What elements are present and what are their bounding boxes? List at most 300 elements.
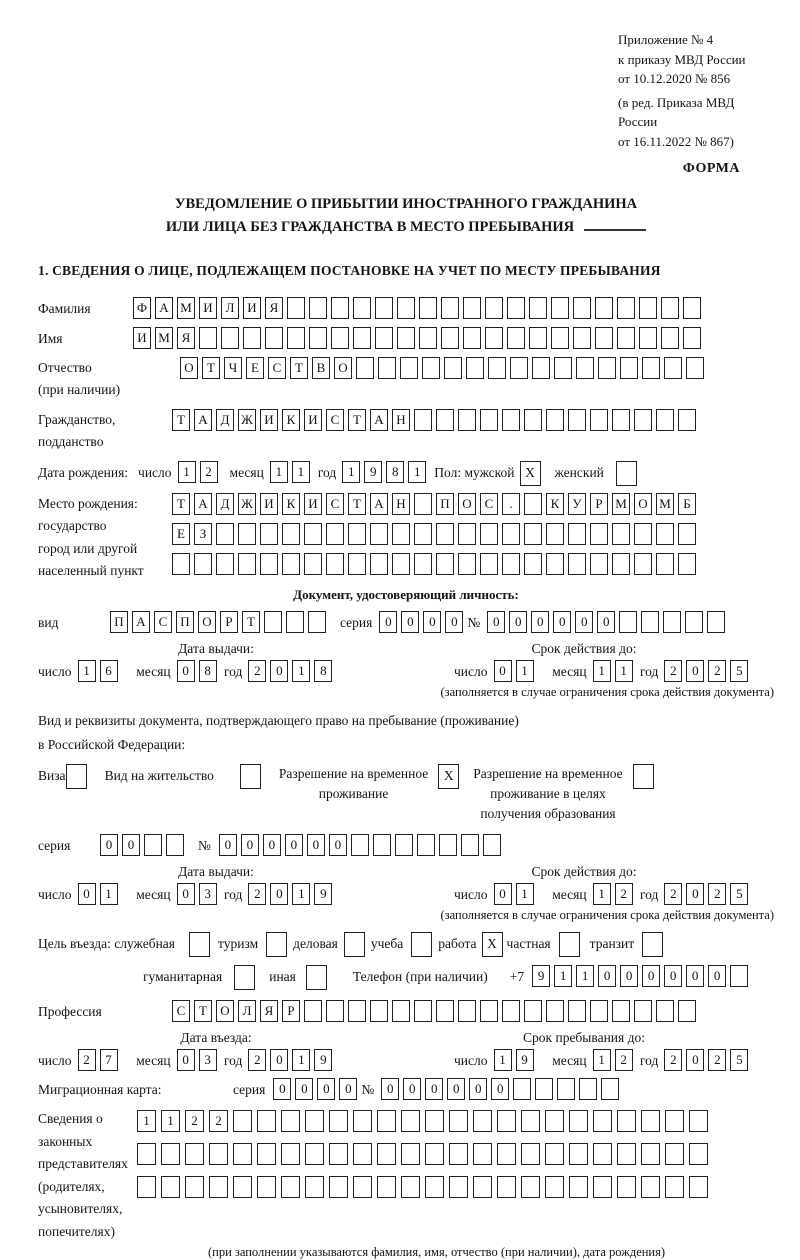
char-cell[interactable] (502, 523, 520, 545)
char-cell[interactable] (683, 327, 701, 349)
char-cell[interactable]: К (282, 493, 300, 515)
char-cell[interactable]: И (199, 297, 217, 319)
char-cell[interactable] (304, 1000, 322, 1022)
char-cell[interactable]: 2 (615, 1049, 633, 1071)
char-cell[interactable]: Ж (238, 493, 256, 515)
char-cell[interactable] (551, 327, 569, 349)
char-cell[interactable] (326, 1000, 344, 1022)
char-cell[interactable] (620, 357, 638, 379)
char-cell[interactable] (569, 1143, 588, 1165)
char-cell[interactable] (551, 297, 569, 319)
char-cell[interactable]: В (312, 357, 330, 379)
char-cell[interactable]: 0 (620, 965, 638, 987)
char-cell[interactable]: 5 (730, 660, 748, 682)
char-cell[interactable] (377, 1143, 396, 1165)
char-cell[interactable] (507, 297, 525, 319)
birthplace-row2-cells[interactable] (172, 523, 700, 545)
char-cell[interactable] (309, 327, 327, 349)
char-cell[interactable] (473, 1143, 492, 1165)
char-cell[interactable]: 0 (307, 834, 325, 856)
char-cell[interactable] (521, 1176, 540, 1198)
char-cell[interactable]: К (282, 409, 300, 431)
char-cell[interactable] (593, 1143, 612, 1165)
char-cell[interactable] (529, 297, 547, 319)
char-cell[interactable] (568, 1000, 586, 1022)
char-cell[interactable] (260, 523, 278, 545)
char-cell[interactable] (233, 1143, 252, 1165)
char-cell[interactable] (348, 523, 366, 545)
char-cell[interactable] (685, 611, 703, 633)
char-cell[interactable]: 0 (509, 611, 527, 633)
purpose-tourism-checkbox[interactable] (266, 932, 287, 957)
citizenship-cells[interactable] (172, 409, 700, 431)
char-cell[interactable]: 1 (576, 965, 594, 987)
char-cell[interactable]: С (268, 357, 286, 379)
char-cell[interactable]: 2 (248, 660, 266, 682)
char-cell[interactable] (529, 327, 547, 349)
char-cell[interactable]: 0 (177, 660, 195, 682)
char-cell[interactable] (353, 1110, 372, 1132)
char-cell[interactable]: Л (221, 297, 239, 319)
entry-year[interactable] (248, 1049, 336, 1071)
char-cell[interactable] (353, 327, 371, 349)
char-cell[interactable]: Н (392, 493, 410, 515)
char-cell[interactable]: 9 (314, 1049, 332, 1071)
char-cell[interactable]: И (260, 493, 278, 515)
char-cell[interactable] (595, 327, 613, 349)
birth-month-cells[interactable] (270, 461, 314, 483)
char-cell[interactable]: Б (678, 493, 696, 515)
char-cell[interactable]: Т (172, 493, 190, 515)
char-cell[interactable] (665, 1143, 684, 1165)
char-cell[interactable] (348, 553, 366, 575)
char-cell[interactable]: П (436, 493, 454, 515)
char-cell[interactable] (309, 297, 327, 319)
char-cell[interactable] (612, 1000, 630, 1022)
char-cell[interactable] (598, 357, 616, 379)
char-cell[interactable] (401, 1110, 420, 1132)
char-cell[interactable]: 7 (100, 1049, 118, 1071)
char-cell[interactable] (397, 297, 415, 319)
char-cell[interactable] (233, 1176, 252, 1198)
char-cell[interactable]: А (370, 493, 388, 515)
char-cell[interactable]: 0 (379, 611, 397, 633)
char-cell[interactable] (373, 834, 391, 856)
migration-number-cells[interactable] (381, 1078, 623, 1100)
char-cell[interactable] (576, 357, 594, 379)
char-cell[interactable] (678, 523, 696, 545)
char-cell[interactable] (449, 1110, 468, 1132)
char-cell[interactable] (392, 523, 410, 545)
char-cell[interactable] (436, 523, 454, 545)
char-cell[interactable] (641, 611, 659, 633)
purpose-study-checkbox[interactable] (411, 932, 432, 957)
char-cell[interactable] (304, 553, 322, 575)
char-cell[interactable]: 1 (292, 883, 310, 905)
char-cell[interactable]: И (133, 327, 151, 349)
sex-female-checkbox[interactable] (616, 461, 637, 486)
char-cell[interactable]: 3 (199, 883, 217, 905)
char-cell[interactable] (689, 1143, 708, 1165)
char-cell[interactable] (502, 409, 520, 431)
char-cell[interactable]: 1 (100, 883, 118, 905)
char-cell[interactable] (377, 1110, 396, 1132)
char-cell[interactable] (641, 1110, 660, 1132)
char-cell[interactable] (353, 1143, 372, 1165)
char-cell[interactable] (375, 327, 393, 349)
char-cell[interactable] (545, 1176, 564, 1198)
char-cell[interactable]: 1 (178, 461, 196, 483)
char-cell[interactable]: 1 (593, 883, 611, 905)
char-cell[interactable]: 2 (248, 883, 266, 905)
char-cell[interactable]: А (155, 297, 173, 319)
char-cell[interactable] (617, 297, 635, 319)
char-cell[interactable] (656, 553, 674, 575)
char-cell[interactable]: 1 (593, 1049, 611, 1071)
char-cell[interactable] (641, 1143, 660, 1165)
doc-issue-year[interactable] (248, 660, 336, 682)
char-cell[interactable] (185, 1143, 204, 1165)
char-cell[interactable]: 0 (686, 965, 704, 987)
char-cell[interactable]: 0 (686, 883, 704, 905)
char-cell[interactable] (238, 553, 256, 575)
char-cell[interactable] (634, 523, 652, 545)
char-cell[interactable]: 0 (270, 1049, 288, 1071)
char-cell[interactable]: О (216, 1000, 234, 1022)
char-cell[interactable]: 2 (664, 883, 682, 905)
char-cell[interactable] (281, 1110, 300, 1132)
char-cell[interactable] (209, 1176, 228, 1198)
char-cell[interactable]: 8 (199, 660, 217, 682)
char-cell[interactable] (419, 327, 437, 349)
char-cell[interactable] (264, 611, 282, 633)
char-cell[interactable] (370, 523, 388, 545)
char-cell[interactable] (569, 1176, 588, 1198)
char-cell[interactable] (707, 611, 725, 633)
char-cell[interactable]: 0 (494, 883, 512, 905)
char-cell[interactable]: У (568, 493, 586, 515)
char-cell[interactable]: 0 (339, 1078, 357, 1100)
char-cell[interactable] (524, 523, 542, 545)
char-cell[interactable]: 2 (209, 1110, 228, 1132)
char-cell[interactable]: 1 (292, 1049, 310, 1071)
char-cell[interactable]: Д (216, 409, 234, 431)
char-cell[interactable]: И (304, 409, 322, 431)
char-cell[interactable]: 0 (285, 834, 303, 856)
char-cell[interactable]: П (110, 611, 128, 633)
char-cell[interactable] (480, 1000, 498, 1022)
char-cell[interactable] (593, 1176, 612, 1198)
purpose-work-checkbox[interactable]: X (482, 932, 503, 957)
char-cell[interactable] (656, 409, 674, 431)
char-cell[interactable] (521, 1143, 540, 1165)
char-cell[interactable]: Т (242, 611, 260, 633)
purpose-transit-checkbox[interactable] (642, 932, 663, 957)
char-cell[interactable] (161, 1143, 180, 1165)
char-cell[interactable]: Я (265, 297, 283, 319)
char-cell[interactable] (678, 553, 696, 575)
char-cell[interactable] (436, 409, 454, 431)
char-cell[interactable] (656, 523, 674, 545)
char-cell[interactable] (546, 523, 564, 545)
doc-series-cells[interactable] (379, 611, 467, 633)
char-cell[interactable] (257, 1143, 276, 1165)
char-cell[interactable]: 0 (491, 1078, 509, 1100)
doc-valid-month[interactable] (593, 660, 637, 682)
char-cell[interactable]: А (194, 493, 212, 515)
doc-issue-month[interactable] (177, 660, 221, 682)
char-cell[interactable] (419, 297, 437, 319)
char-cell[interactable]: 5 (730, 1049, 748, 1071)
char-cell[interactable]: 9 (516, 1049, 534, 1071)
char-cell[interactable] (480, 553, 498, 575)
char-cell[interactable] (305, 1176, 324, 1198)
char-cell[interactable] (619, 611, 637, 633)
char-cell[interactable] (243, 327, 261, 349)
char-cell[interactable] (545, 1143, 564, 1165)
char-cell[interactable] (612, 409, 630, 431)
char-cell[interactable] (532, 357, 550, 379)
char-cell[interactable] (326, 523, 344, 545)
char-cell[interactable]: 0 (273, 1078, 291, 1100)
char-cell[interactable] (642, 357, 660, 379)
char-cell[interactable] (395, 834, 413, 856)
char-cell[interactable]: Н (392, 409, 410, 431)
char-cell[interactable] (439, 834, 457, 856)
stay-day[interactable] (494, 1049, 538, 1071)
char-cell[interactable] (513, 1078, 531, 1100)
char-cell[interactable] (463, 297, 481, 319)
char-cell[interactable] (257, 1176, 276, 1198)
char-cell[interactable]: Л (238, 1000, 256, 1022)
char-cell[interactable]: 0 (445, 611, 463, 633)
char-cell[interactable] (441, 327, 459, 349)
char-cell[interactable]: 2 (200, 461, 218, 483)
char-cell[interactable]: 1 (292, 660, 310, 682)
char-cell[interactable]: 1 (554, 965, 572, 987)
stay-month[interactable] (593, 1049, 637, 1071)
char-cell[interactable]: 0 (708, 965, 726, 987)
char-cell[interactable]: 0 (469, 1078, 487, 1100)
char-cell[interactable]: 9 (532, 965, 550, 987)
char-cell[interactable] (144, 834, 162, 856)
char-cell[interactable]: Т (202, 357, 220, 379)
char-cell[interactable] (329, 1176, 348, 1198)
char-cell[interactable] (449, 1143, 468, 1165)
char-cell[interactable]: 0 (686, 660, 704, 682)
char-cell[interactable] (473, 1110, 492, 1132)
char-cell[interactable] (483, 834, 501, 856)
representatives-row1-cells[interactable] (137, 1110, 713, 1132)
char-cell[interactable] (353, 1176, 372, 1198)
char-cell[interactable] (546, 1000, 564, 1022)
char-cell[interactable] (634, 1000, 652, 1022)
char-cell[interactable]: 1 (342, 461, 360, 483)
char-cell[interactable] (444, 357, 462, 379)
doc-issue-day[interactable] (78, 660, 122, 682)
char-cell[interactable] (282, 523, 300, 545)
char-cell[interactable] (656, 1000, 674, 1022)
birthplace-row1-cells[interactable] (172, 493, 700, 515)
residence-number-cells[interactable] (219, 834, 505, 856)
stay-year[interactable] (664, 1049, 752, 1071)
char-cell[interactable] (458, 523, 476, 545)
char-cell[interactable]: И (260, 409, 278, 431)
char-cell[interactable] (524, 409, 542, 431)
char-cell[interactable]: С (154, 611, 172, 633)
char-cell[interactable]: Е (172, 523, 190, 545)
char-cell[interactable] (458, 553, 476, 575)
char-cell[interactable]: 2 (708, 660, 726, 682)
char-cell[interactable] (689, 1176, 708, 1198)
char-cell[interactable]: Т (348, 493, 366, 515)
char-cell[interactable]: 2 (708, 883, 726, 905)
char-cell[interactable] (664, 357, 682, 379)
char-cell[interactable]: Р (282, 1000, 300, 1022)
char-cell[interactable] (265, 327, 283, 349)
char-cell[interactable] (166, 834, 184, 856)
char-cell[interactable]: 0 (177, 883, 195, 905)
char-cell[interactable] (678, 409, 696, 431)
char-cell[interactable] (730, 965, 748, 987)
char-cell[interactable] (397, 327, 415, 349)
char-cell[interactable]: 2 (664, 660, 682, 682)
phone-cells[interactable] (532, 965, 752, 987)
char-cell[interactable] (375, 297, 393, 319)
char-cell[interactable]: 2 (78, 1049, 96, 1071)
char-cell[interactable] (617, 1110, 636, 1132)
char-cell[interactable]: М (656, 493, 674, 515)
char-cell[interactable]: О (180, 357, 198, 379)
char-cell[interactable]: 0 (329, 834, 347, 856)
purpose-humanitarian-checkbox[interactable] (234, 965, 255, 990)
char-cell[interactable]: Р (220, 611, 238, 633)
char-cell[interactable] (281, 1143, 300, 1165)
char-cell[interactable] (392, 1000, 410, 1022)
char-cell[interactable] (401, 1176, 420, 1198)
char-cell[interactable] (414, 1000, 432, 1022)
residence-series-cells[interactable] (100, 834, 188, 856)
residence-valid-year[interactable] (664, 883, 752, 905)
char-cell[interactable] (331, 297, 349, 319)
visa-checkbox[interactable] (66, 764, 87, 789)
doc-valid-year[interactable] (664, 660, 752, 682)
char-cell[interactable] (612, 553, 630, 575)
char-cell[interactable] (485, 327, 503, 349)
char-cell[interactable]: С (326, 409, 344, 431)
char-cell[interactable] (282, 553, 300, 575)
char-cell[interactable]: 0 (664, 965, 682, 987)
char-cell[interactable] (473, 1176, 492, 1198)
char-cell[interactable] (568, 409, 586, 431)
char-cell[interactable]: 1 (516, 883, 534, 905)
char-cell[interactable] (510, 357, 528, 379)
char-cell[interactable] (458, 1000, 476, 1022)
char-cell[interactable]: 1 (615, 660, 633, 682)
doc-number-cells[interactable] (487, 611, 729, 633)
char-cell[interactable]: К (546, 493, 564, 515)
char-cell[interactable] (524, 493, 542, 515)
char-cell[interactable] (568, 553, 586, 575)
char-cell[interactable]: Ф (133, 297, 151, 319)
char-cell[interactable]: 2 (664, 1049, 682, 1071)
char-cell[interactable]: 0 (531, 611, 549, 633)
profession-cells[interactable] (172, 1000, 700, 1022)
char-cell[interactable] (260, 553, 278, 575)
char-cell[interactable] (502, 553, 520, 575)
char-cell[interactable]: М (177, 297, 195, 319)
char-cell[interactable]: 1 (593, 660, 611, 682)
char-cell[interactable]: 2 (185, 1110, 204, 1132)
char-cell[interactable]: 1 (161, 1110, 180, 1132)
char-cell[interactable] (521, 1110, 540, 1132)
char-cell[interactable] (617, 1143, 636, 1165)
char-cell[interactable]: Т (194, 1000, 212, 1022)
char-cell[interactable] (524, 1000, 542, 1022)
char-cell[interactable] (461, 834, 479, 856)
char-cell[interactable] (137, 1176, 156, 1198)
char-cell[interactable] (590, 523, 608, 545)
residence-issue-year[interactable] (248, 883, 336, 905)
char-cell[interactable] (238, 523, 256, 545)
char-cell[interactable]: П (176, 611, 194, 633)
purpose-private-checkbox[interactable] (559, 932, 580, 957)
char-cell[interactable] (351, 834, 369, 856)
char-cell[interactable]: Т (172, 409, 190, 431)
char-cell[interactable]: А (370, 409, 388, 431)
migration-series-cells[interactable] (273, 1078, 361, 1100)
char-cell[interactable] (458, 409, 476, 431)
char-cell[interactable]: Т (290, 357, 308, 379)
char-cell[interactable] (661, 327, 679, 349)
char-cell[interactable]: Е (246, 357, 264, 379)
char-cell[interactable]: 0 (381, 1078, 399, 1100)
char-cell[interactable]: О (334, 357, 352, 379)
char-cell[interactable] (617, 1176, 636, 1198)
char-cell[interactable]: 8 (386, 461, 404, 483)
char-cell[interactable] (665, 1176, 684, 1198)
char-cell[interactable] (216, 553, 234, 575)
doc-type-cells[interactable] (110, 611, 330, 633)
char-cell[interactable] (356, 357, 374, 379)
char-cell[interactable] (480, 523, 498, 545)
char-cell[interactable]: 0 (177, 1049, 195, 1071)
char-cell[interactable] (678, 1000, 696, 1022)
char-cell[interactable] (425, 1110, 444, 1132)
char-cell[interactable] (639, 327, 657, 349)
birth-day-cells[interactable] (178, 461, 222, 483)
char-cell[interactable] (441, 297, 459, 319)
char-cell[interactable]: Я (260, 1000, 278, 1022)
char-cell[interactable] (401, 1143, 420, 1165)
char-cell[interactable]: 5 (730, 883, 748, 905)
char-cell[interactable]: О (198, 611, 216, 633)
patronymic-cells[interactable] (180, 357, 708, 379)
char-cell[interactable] (497, 1176, 516, 1198)
char-cell[interactable] (546, 409, 564, 431)
char-cell[interactable]: 0 (401, 611, 419, 633)
char-cell[interactable] (194, 553, 212, 575)
sex-male-checkbox[interactable]: X (520, 461, 541, 486)
char-cell[interactable] (172, 553, 190, 575)
char-cell[interactable] (488, 357, 506, 379)
char-cell[interactable] (497, 1110, 516, 1132)
char-cell[interactable] (595, 297, 613, 319)
char-cell[interactable]: С (480, 493, 498, 515)
char-cell[interactable]: 0 (597, 611, 615, 633)
char-cell[interactable]: . (502, 493, 520, 515)
char-cell[interactable] (425, 1176, 444, 1198)
